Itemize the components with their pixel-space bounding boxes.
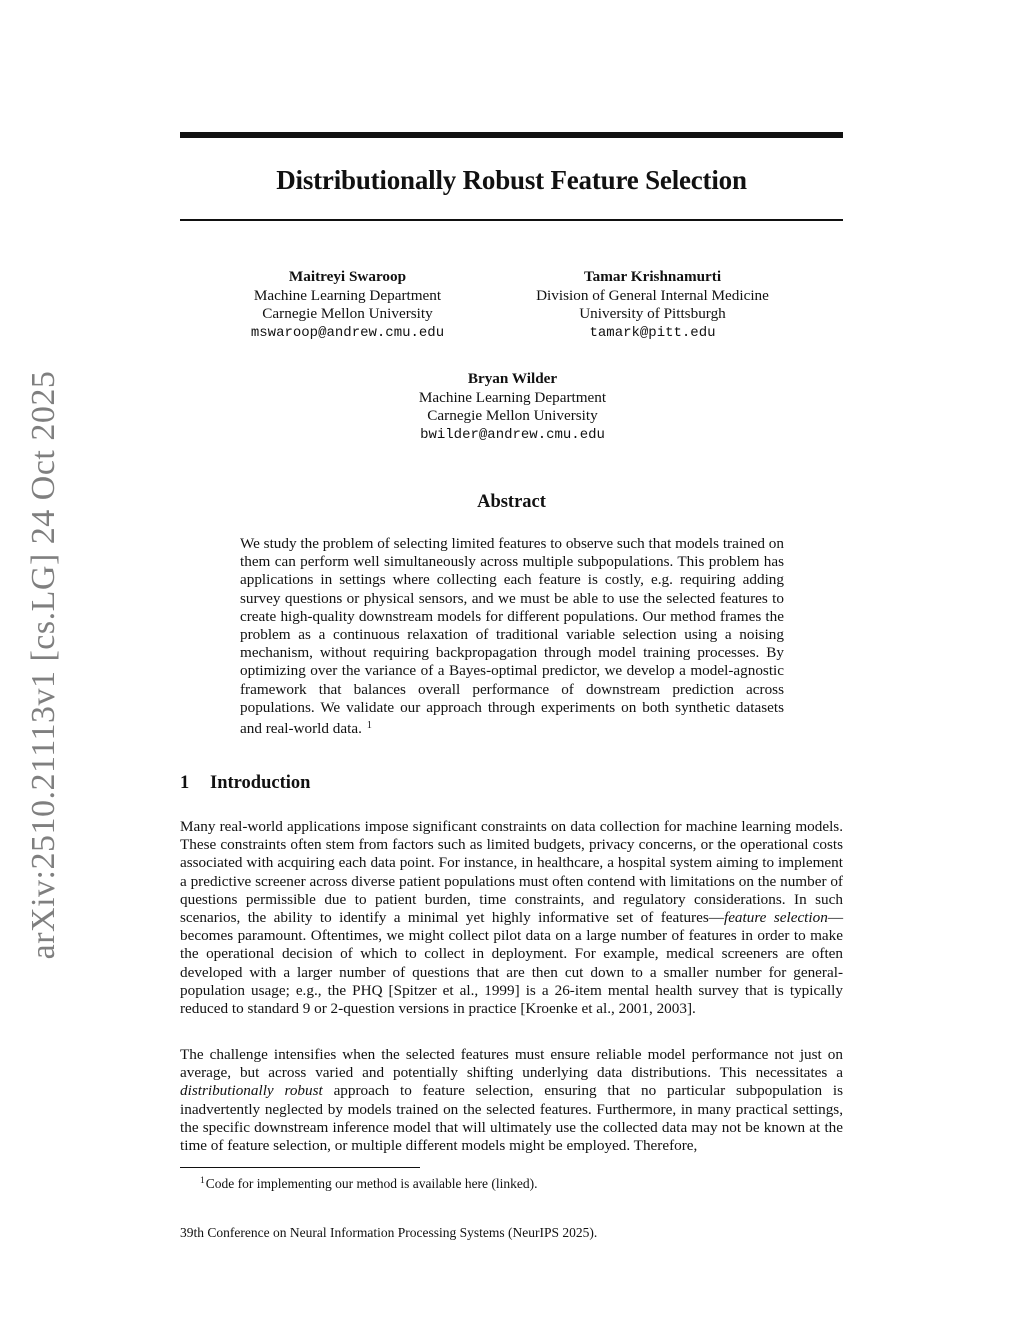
footnote-number: 1 [200,1176,205,1186]
author-block-3 [380,370,645,444]
emphasis-text: feature selection [723,909,828,927]
footnote [200,1173,538,1192]
footnote-text: Code for implementing our method is available here (linked). [205,1176,538,1191]
footnote-marker: 1 [366,720,372,732]
title-bottom-rule [180,219,843,221]
author-email: mswaroop@andrew.cmu.edu [250,324,445,341]
author-institution: Carnegie Mellon University [427,407,598,424]
paragraph-text: The challenge intensifies when the selected features must ensure reliable model performance not just on average, but across varied and potentially shifting underlying data distributions. This necessitates a [180,1046,843,1082]
author-block-2 [505,268,800,342]
intro-paragraph-2 [180,1046,843,1155]
intro-paragraph-1 [180,818,843,1018]
abstract-heading: Abstract [477,492,546,512]
abstract-text [240,535,784,738]
author-institution: University of Pittsburgh [579,305,726,322]
author-name: Tamar Krishnamurti [583,268,722,285]
paragraph-text: approach to feature selection, ensuring that no particular subpopulation is inadvertently neglected by models trained on the selected features. Furthermore, in many practical settings, the specific downstream inference model that will ultimately use the collected data may not be known at the time of feature selection, or multiple different models might be employed. Therefore, [180,1082,843,1155]
emphasis-text: distributionally robust [180,1082,323,1100]
paragraph-text: —becomes paramount. Oftentimes, we might collect pilot data on a large number of features in order to make the operational decision of which to collect in deployment. For example, medical screeners are often developed with a larger number of questions that are then cut down to a smaller number for general-population usage; e.g., the PHQ [Spitzer et al., 1999] is a 26-item mental health survey that is typically reduced to standard 9 or 2-question versions in practice [Kroenke et al., 2001, 2003]. [180,909,843,1018]
author-name: Maitreyi Swaroop [288,268,407,285]
author-department: Machine Learning Department [418,388,607,406]
section-number: 1 [180,773,190,793]
author-department: Machine Learning Department [253,286,442,304]
author-institution: Carnegie Mellon University [262,305,433,322]
author-email: bwilder@andrew.cmu.edu [420,426,605,443]
arxiv-stamp: arXiv:2510.21113v1 [cs.LG] 24 Oct 2025 [25,370,62,960]
author-email: tamark@pitt.edu [589,324,716,341]
author-department: Division of General Internal Medicine [536,286,769,304]
title-top-rule [180,132,843,138]
paper-title: Distributionally Robust Feature Selection [276,165,747,195]
section-title: Introduction [210,773,311,793]
paragraph-text: Many real-world applications impose significant constraints on data collection for machine learning models. These constraints often stem from factors such as limited budgets, privacy concerns, or the operational costs associated with acquiring each data point. For instance, in healthcare, a hospital system aiming to implement a predictive screener across diverse patient populations must often contend with limitations on the number of questions permissible due to patient burden, time constraints, and regulatory considerations. In such scenarios, the ability to identify a minimal yet highly informative set of features— [180,818,843,927]
venue-note: 39th Conference on Neural Information Processing Systems (NeurIPS 2025). [180,1225,598,1240]
author-block-1 [230,268,465,342]
section-heading-introduction [180,771,310,795]
footnote-rule [180,1167,420,1168]
abstract-body-text: We study the problem of selecting limited features to observe such that models trained on them can perform well simultaneously across multiple subpopulations. This problem has applications in settings where collecting each feature is costly, e.g. requiring adding survey questions or physical sensors, and we must be able to use the selected features to create high-quality downstream models for different populations. Our method frames the problem as a continuous relaxation of traditional variable selection using a noising mechanism, without requiring backpropagation through model training processes. By optimizing over the variance of a Bayes-optimal predictor, we develop a model-agnostic framework that balances overall performance of downstream prediction across populations. We validate our approach through experiments on both synthetic datasets and real-world data. [240,535,784,738]
author-name: Bryan Wilder [467,370,558,387]
